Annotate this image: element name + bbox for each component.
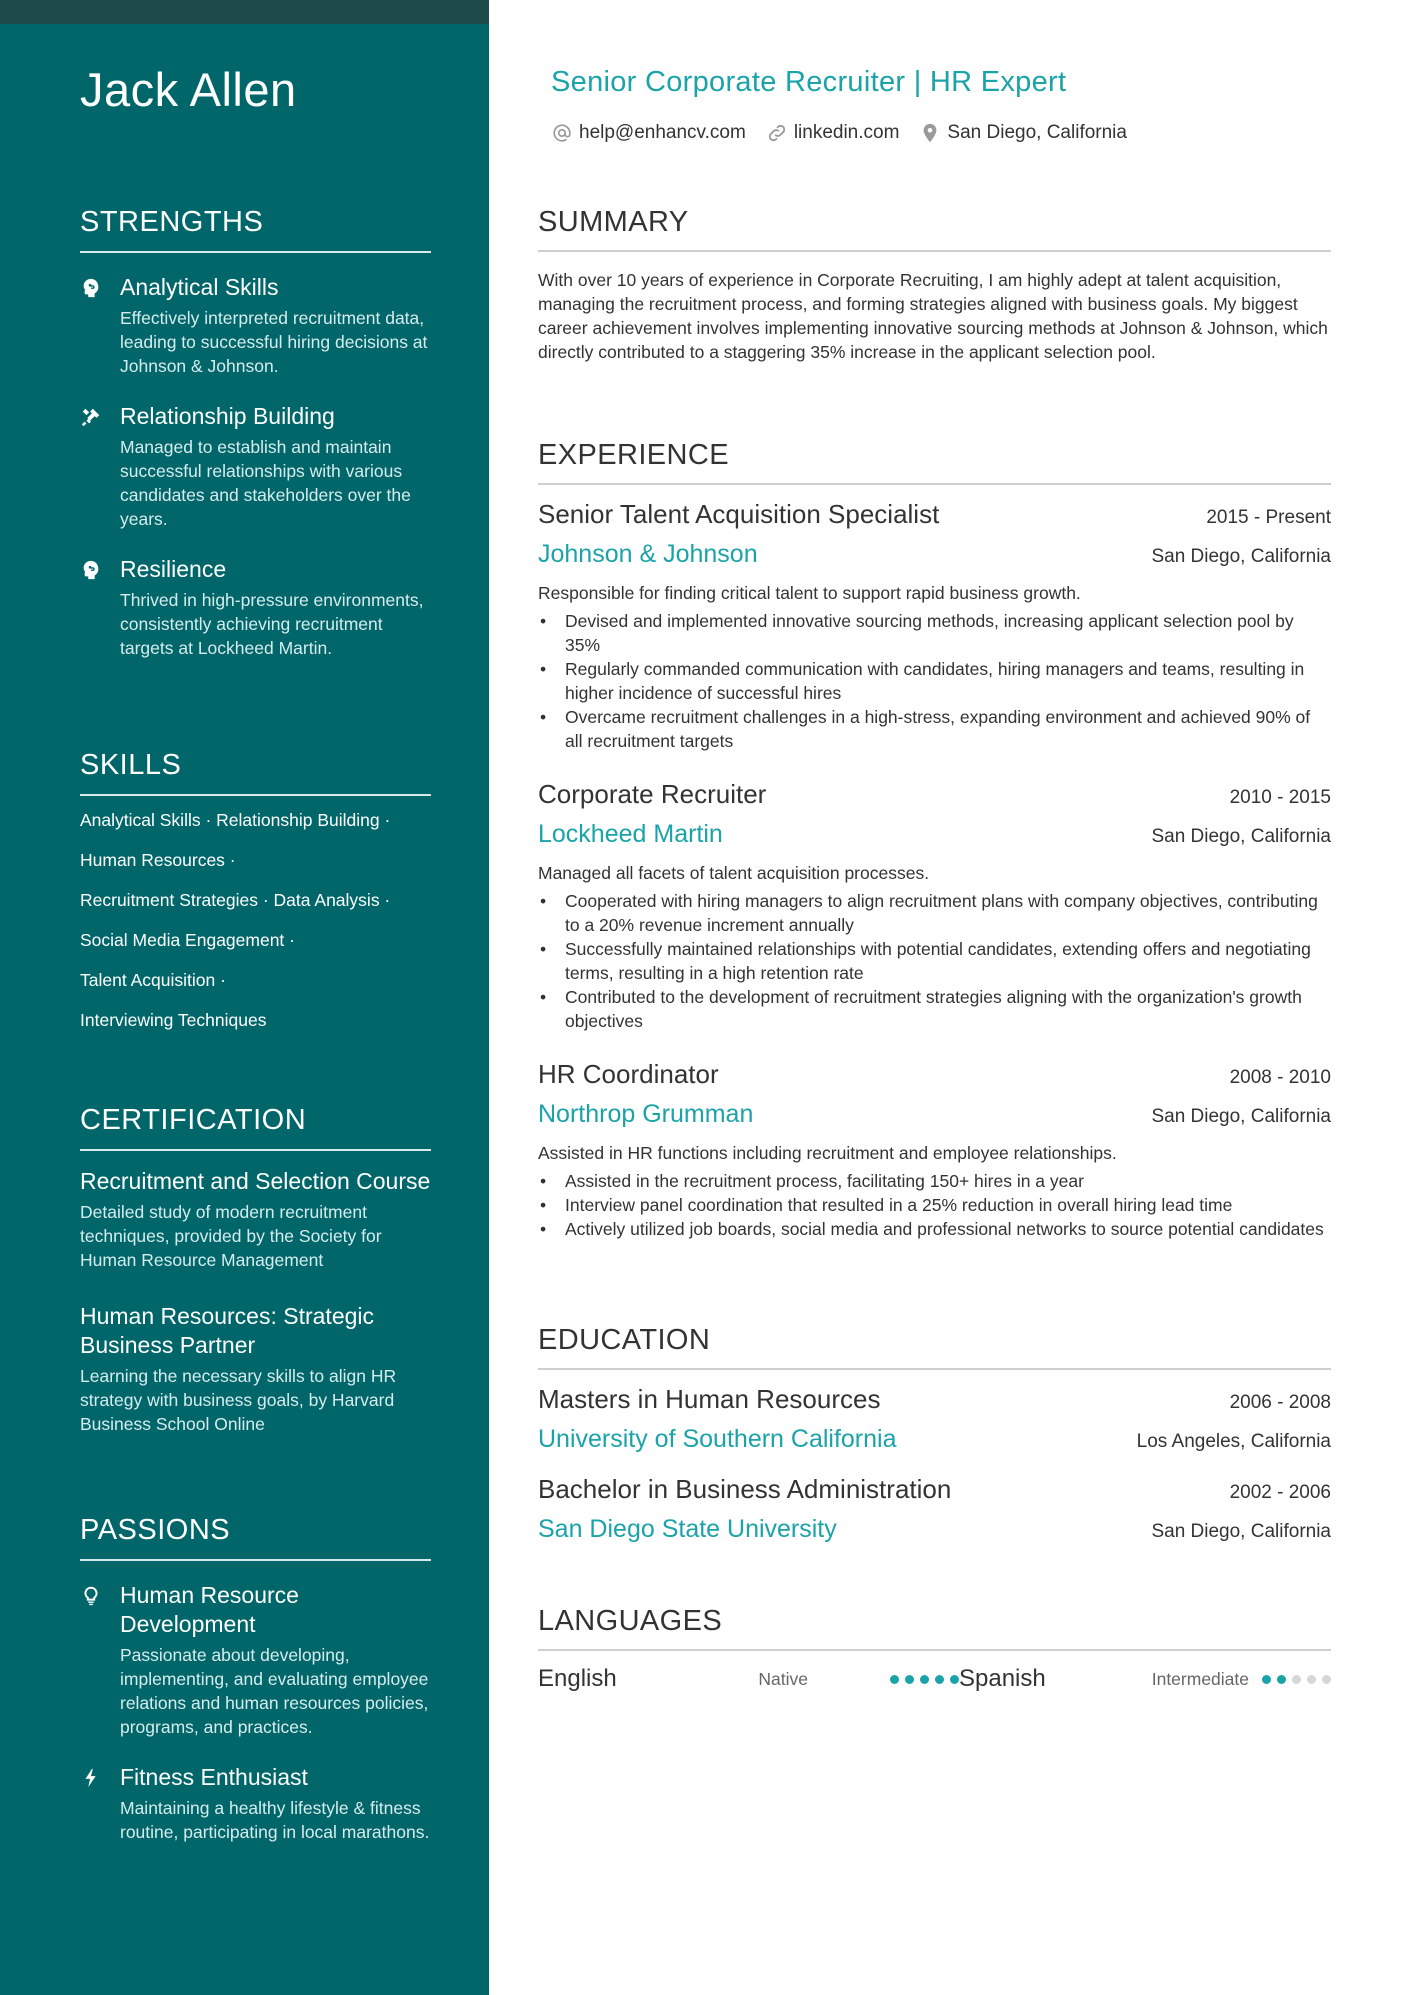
skill-line: Interviewing Techniques <box>80 1010 267 1030</box>
job-dates: 2010 - 2015 <box>1229 787 1331 808</box>
lightbulb-icon <box>80 1585 102 1607</box>
education-location: Los Angeles, California <box>1136 1431 1331 1452</box>
job-location: San Diego, California <box>1151 1106 1331 1127</box>
language-name: English <box>538 1665 617 1692</box>
strength-item <box>80 402 431 531</box>
certification-desc: Detailed study of modern recruitment techniques, provided by the Society for Human Resource Management <box>80 1202 382 1270</box>
education-section <box>538 1324 1331 1544</box>
bullet-item: • Cooperated with hiring managers to align recruitment plans with company objectives, contributing to a 20% revenue increment annually <box>538 889 1331 937</box>
school-name: University of Southern California <box>538 1425 897 1453</box>
rating-dot-filled <box>1262 1675 1271 1684</box>
strength-title: Analytical Skills <box>120 274 279 300</box>
job-entry <box>538 499 1331 753</box>
experience-heading: EXPERIENCE <box>538 439 1331 485</box>
job-title: Corporate Recruiter <box>538 779 767 809</box>
language-rating <box>1249 1675 1331 1684</box>
job-entry <box>538 1059 1331 1241</box>
languages-section <box>538 1605 1331 1693</box>
education-dates: 2006 - 2008 <box>1229 1392 1331 1413</box>
bullet-item: • Interview panel coordination that resulted in a 25% reduction in overall hiring lead time <box>538 1193 1331 1217</box>
map-pin-icon <box>919 122 941 144</box>
passion-title: Human Resource Development <box>120 1582 299 1637</box>
rating-dot-filled <box>950 1675 959 1684</box>
brain-icon <box>80 559 102 581</box>
rating-dot-filled <box>935 1675 944 1684</box>
bullet-item: • Actively utilized job boards, social media and professional networks to source potential candidates <box>538 1217 1331 1241</box>
at-icon <box>551 122 573 144</box>
education-heading: EDUCATION <box>538 1324 1331 1370</box>
job-location: San Diego, California <box>1151 546 1331 567</box>
languages-row <box>538 1665 1331 1693</box>
job-company: Johnson & Johnson <box>538 540 758 568</box>
strength-desc: Thrived in high-pressure environments, consistently achieving recruitment targets at Lockheed Martin. <box>120 590 424 658</box>
bullet-item: • Overcame recruitment challenges in a high-stress, expanding environment and achieved 90% of all recruitment targets <box>538 705 1331 753</box>
contact-bar <box>551 122 1147 144</box>
strength-desc: Managed to establish and maintain successful relationships with various candidates and stakeholders over the years. <box>120 437 411 529</box>
job-bullets <box>538 1169 1331 1241</box>
certification-item <box>80 1302 431 1436</box>
certification-section <box>80 1104 431 1436</box>
rating-dot-empty <box>1307 1675 1316 1684</box>
job-location: San Diego, California <box>1151 826 1331 847</box>
certification-heading: CERTIFICATION <box>80 1104 431 1151</box>
education-location: San Diego, California <box>1151 1521 1331 1542</box>
skills-section <box>80 749 431 1032</box>
language-rating <box>808 1675 959 1684</box>
experience-section <box>538 439 1331 1241</box>
bullet-item: • Assisted in the recruitment process, facilitating 150+ hires in a year <box>538 1169 1331 1193</box>
strength-item <box>80 555 431 660</box>
job-description: Managed all facets of talent acquisition processes. <box>538 863 930 883</box>
education-entry <box>538 1384 1331 1454</box>
bullet-item: • Regularly commanded communication with candidates, hiring managers and teams, resulting in higher incidence of successful hires <box>538 657 1331 705</box>
location-text: San Diego, California <box>947 122 1127 143</box>
skill-line: Recruitment Strategies · Data Analysis · <box>80 890 391 910</box>
rating-dot-filled <box>920 1675 929 1684</box>
language-name: Spanish <box>959 1665 1046 1692</box>
rating-dot-filled <box>1277 1675 1286 1684</box>
candidate-name: Jack Allen <box>80 63 297 116</box>
passions-section <box>80 1514 431 1844</box>
linkedin-text: linkedin.com <box>793 122 900 143</box>
summary-section <box>538 206 1331 364</box>
bullet-item: • Successfully maintained relationships with potential candidates, extending offers and negotiating terms, resulting in a high retention rate <box>538 937 1331 985</box>
job-description: Assisted in HR functions including recruitment and employee relationships. <box>538 1143 1117 1163</box>
degree-title: Bachelor in Business Administration <box>538 1474 952 1504</box>
job-title: Senior Talent Acquisition Specialist <box>538 499 940 529</box>
job-company: Northrop Grumman <box>538 1100 754 1128</box>
handshake-icon <box>80 406 102 428</box>
location-contact <box>919 122 1127 144</box>
skill-line: Social Media Engagement · <box>80 930 295 950</box>
strengths-section <box>80 206 431 660</box>
link-icon <box>766 122 788 144</box>
job-dates: 2008 - 2010 <box>1229 1067 1331 1088</box>
bullet-item: • Devised and implemented innovative sourcing methods, increasing applicant selection pool by 35% <box>538 609 1331 657</box>
certification-desc: Learning the necessary skills to align HR strategy with business goals, by Harvard Business School Online <box>80 1366 397 1434</box>
job-company: Lockheed Martin <box>538 820 723 848</box>
job-dates: 2015 - Present <box>1206 507 1331 528</box>
headline: Senior Corporate Recruiter | HR Expert <box>551 66 1067 98</box>
rating-dot-empty <box>1322 1675 1331 1684</box>
email-contact[interactable] <box>551 122 746 144</box>
certification-item <box>80 1167 431 1272</box>
strength-desc: Effectively interpreted recruitment data, leading to successful hiring decisions at Johnson & Johnson. <box>120 308 428 376</box>
strength-title: Relationship Building <box>120 403 335 429</box>
skill-line: Human Resources · <box>80 850 236 870</box>
passion-item <box>80 1581 431 1739</box>
school-name: San Diego State University <box>538 1515 837 1543</box>
job-bullets <box>538 609 1331 753</box>
skill-line: Analytical Skills · Relationship Building · <box>80 810 391 830</box>
job-entry <box>538 779 1331 1033</box>
passion-title: Fitness Enthusiast <box>120 1764 308 1790</box>
degree-title: Masters in Human Resources <box>538 1384 881 1414</box>
brain-icon <box>80 277 102 299</box>
job-description: Responsible for finding critical talent to support rapid business growth. <box>538 583 1081 603</box>
strength-item <box>80 273 431 378</box>
sidebar-top-bar <box>0 0 489 24</box>
education-dates: 2002 - 2006 <box>1229 1482 1331 1503</box>
language-level: Native <box>758 1668 808 1689</box>
linkedin-contact[interactable] <box>766 122 900 144</box>
skills-heading: SKILLS <box>80 749 431 796</box>
strengths-heading: STRENGTHS <box>80 206 431 253</box>
rating-dot-filled <box>905 1675 914 1684</box>
strength-title: Resilience <box>120 556 227 582</box>
rating-dot-empty <box>1292 1675 1301 1684</box>
job-title: HR Coordinator <box>538 1059 719 1089</box>
languages-heading: LANGUAGES <box>538 1605 1331 1651</box>
certification-title: Human Resources: Strategic Business Partner <box>80 1303 375 1358</box>
email-text: help@enhancv.com <box>579 122 746 143</box>
passion-item <box>80 1763 431 1844</box>
summary-text: With over 10 years of experience in Corporate Recruiting, I am highly adept at talent acquisition, managing the recruitment process, and forming strategies aligned with business goals. My biggest career achievement involves implementing innovative sourcing methods at Johnson & Johnson, which directly contributed to a staggering 35% increase in the applicant selection pool. <box>538 270 1328 362</box>
summary-heading: SUMMARY <box>538 206 1331 252</box>
passion-desc: Maintaining a healthy lifestyle & fitness routine, participating in local marathons. <box>120 1798 430 1842</box>
language-level: Intermediate <box>1151 1668 1249 1689</box>
job-bullets <box>538 889 1331 1033</box>
certification-title: Recruitment and Selection Course <box>80 1168 431 1194</box>
passion-desc: Passionate about developing, implementing, and evaluating employee relations and human resources policies, programs, and practices. <box>120 1645 429 1737</box>
bullet-item: • Contributed to the development of recruitment strategies aligning with the organization's growth objectives <box>538 985 1331 1033</box>
education-entry <box>538 1474 1331 1544</box>
skill-line: Talent Acquisition · <box>80 970 226 990</box>
passions-heading: PASSIONS <box>80 1514 431 1561</box>
sidebar <box>0 0 489 1995</box>
lightning-icon <box>80 1767 102 1789</box>
rating-dot-filled <box>890 1675 899 1684</box>
